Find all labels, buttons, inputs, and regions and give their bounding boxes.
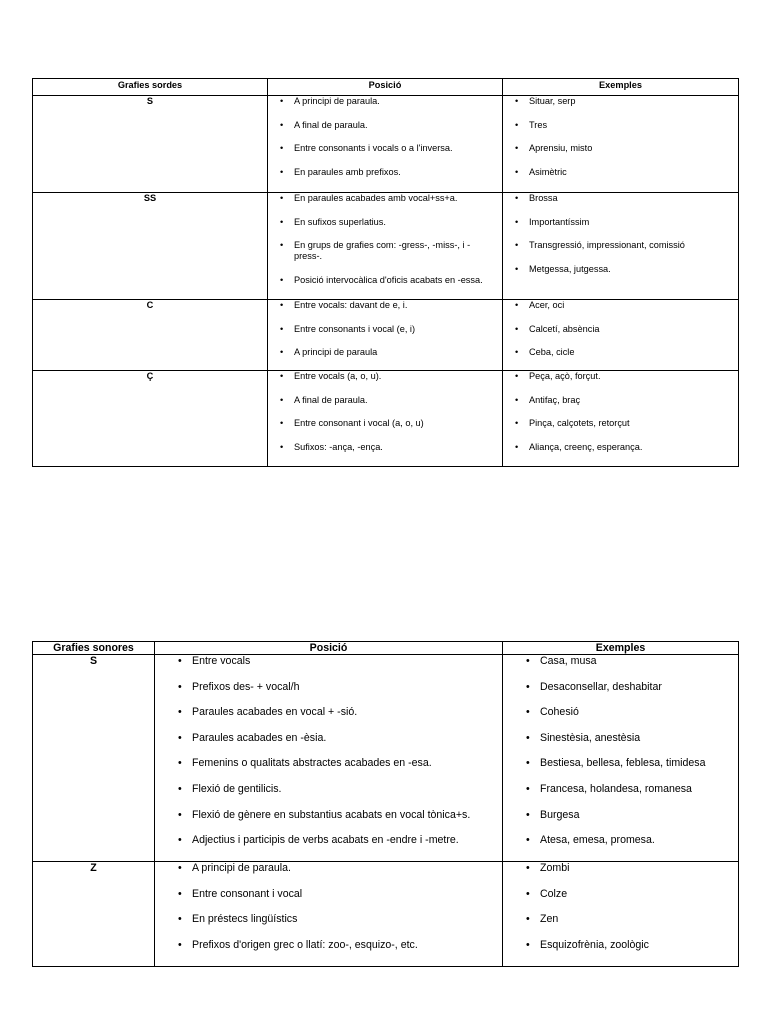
table-row [33, 655, 739, 862]
header-posicio: Posició [268, 79, 503, 96]
list-item-text: Entre vocals [192, 655, 251, 667]
table-header-row [33, 642, 739, 655]
bullet-icon: • [526, 757, 530, 770]
exemples-list [503, 96, 738, 178]
list-item-text: Bestiesa, bellesa, feblesa, timidesa [540, 757, 706, 770]
bullet-icon: • [280, 240, 284, 251]
bullet-icon: • [280, 323, 284, 334]
list-item-text: Acer, oci [529, 300, 565, 310]
bullet-icon: • [526, 782, 530, 795]
exemples-list [503, 862, 738, 952]
list-item [515, 96, 734, 107]
posicio-cell [155, 655, 503, 862]
table-header-row [33, 79, 739, 96]
posicio-list [268, 193, 502, 286]
header-grafies: Grafies sordes [33, 79, 268, 96]
list-item [526, 887, 734, 901]
list-item-text: Entre consonants i vocals o a l'inversa. [294, 143, 453, 154]
bullet-icon: • [178, 680, 182, 693]
list-item [280, 441, 498, 453]
list-item-text: Flexió de gentilicis. [192, 782, 282, 795]
bullet-icon: • [526, 808, 530, 821]
exemples-cell [503, 193, 739, 300]
bullet-icon: • [526, 913, 530, 926]
list-item-text: En paraules acabades amb vocal+ss+a. [294, 193, 458, 203]
bullet-icon: • [280, 394, 284, 405]
bullet-icon: • [280, 274, 284, 285]
bullet-icon: • [280, 166, 284, 177]
list-item-text: Aprensiu, misto [529, 143, 593, 154]
posicio-cell [268, 193, 503, 300]
list-item-text: Entre consonant i vocal (a, o, u) [294, 418, 424, 429]
list-item [526, 655, 734, 668]
list-item-text: Femenins o qualitats abstractes acabades en -esa. [192, 757, 432, 770]
list-item-text: En sufixos superlatius. [294, 216, 386, 227]
exemples-cell [503, 96, 739, 193]
bullet-icon: • [280, 371, 284, 381]
list-item-text: A final de paraula. [294, 119, 368, 130]
bullet-icon: • [178, 808, 182, 821]
list-item-text: Cohesió [540, 706, 579, 719]
table-row [33, 193, 739, 300]
bullet-icon: • [280, 193, 284, 203]
list-item [178, 731, 498, 745]
list-item-text: Paraules acabades en vocal + -sió. [192, 706, 358, 719]
list-item-text: Entre vocals: davant de e, i. [294, 300, 408, 310]
posicio-list [268, 96, 502, 178]
list-item [178, 887, 498, 901]
list-item [526, 938, 734, 952]
bullet-icon: • [515, 263, 519, 274]
bullet-icon: • [280, 143, 284, 154]
bullet-icon: • [178, 913, 182, 926]
bullet-icon: • [178, 862, 182, 874]
list-item-text: A principi de paraula. [294, 96, 380, 106]
bullet-icon: • [178, 757, 182, 770]
list-item-text: Entre consonant i vocal [192, 887, 303, 900]
posicio-cell [155, 862, 503, 967]
list-item [515, 371, 734, 382]
bullet-icon: • [515, 323, 519, 334]
list-item-text: Metgessa, jutgessa. [529, 263, 611, 274]
list-item [280, 394, 498, 406]
bullet-icon: • [515, 119, 519, 130]
bullet-icon: • [515, 418, 519, 429]
list-item [515, 323, 734, 335]
exemples-list [503, 655, 738, 847]
bullet-icon: • [515, 347, 519, 358]
bullet-icon: • [515, 240, 519, 251]
exemples-cell [503, 862, 739, 967]
bullet-icon: • [178, 782, 182, 795]
bullet-icon: • [515, 441, 519, 452]
list-item [280, 323, 498, 335]
list-item-text: Sufixos: -ança, -ença. [294, 441, 383, 452]
table-row [33, 300, 739, 371]
list-item [526, 834, 734, 847]
list-item [515, 394, 734, 406]
exemples-list [503, 193, 738, 275]
posicio-list [155, 862, 502, 952]
grafia-label: S [33, 655, 155, 862]
bullet-icon: • [526, 862, 530, 874]
bullet-icon: • [280, 119, 284, 130]
list-item-text: Asimètric [529, 166, 567, 177]
posicio-list [268, 300, 502, 358]
list-item [280, 300, 498, 311]
grafia-label: C [33, 300, 268, 371]
list-item-text: Brossa [529, 193, 558, 203]
list-item [178, 706, 498, 719]
list-item [515, 263, 734, 275]
list-item [178, 782, 498, 796]
exemples-list [503, 371, 738, 453]
list-item-text: Antifaç, braç [529, 394, 581, 405]
list-item-text: Colze [540, 887, 568, 900]
grafia-label: S [33, 96, 268, 193]
bullet-icon: • [178, 731, 182, 744]
list-item-text: Situar, serp [529, 96, 576, 106]
list-item-text: Ceba, cicle [529, 347, 575, 358]
bullet-icon: • [515, 371, 519, 381]
table-row [33, 96, 739, 193]
exemples-cell [503, 371, 739, 467]
bullet-icon: • [526, 706, 530, 719]
bullet-icon: • [178, 655, 182, 667]
list-item [526, 782, 734, 796]
list-item [515, 143, 734, 154]
list-item-text: Zombi [540, 862, 570, 874]
list-item [280, 119, 498, 131]
bullet-icon: • [280, 441, 284, 452]
list-item-text: A final de paraula. [294, 394, 368, 405]
table-row [33, 862, 739, 967]
bullet-icon: • [280, 418, 284, 429]
list-item-text: Transgressió, impressionant, comissió [529, 240, 685, 251]
list-item-text: Burgesa [540, 808, 580, 821]
list-item [178, 862, 498, 875]
list-item [280, 193, 498, 204]
grafies-sordes-table [32, 78, 739, 467]
bullet-icon: • [515, 216, 519, 227]
bullet-icon: • [515, 143, 519, 154]
grafia-label: Ç [33, 371, 268, 467]
list-item-text: Flexió de gènere en substantius acabats en vocal tònica+s. [192, 808, 471, 821]
table-row [33, 371, 739, 467]
list-item [178, 655, 498, 668]
list-item-text: Entre vocals (a, o, u). [294, 371, 382, 381]
list-item [280, 143, 498, 154]
bullet-icon: • [178, 887, 182, 900]
bullet-icon: • [280, 216, 284, 227]
grafies-sonores-table [32, 641, 739, 967]
list-item-text: Aliança, creenç, esperança. [529, 441, 643, 452]
bullet-icon: • [526, 731, 530, 744]
bullet-icon: • [178, 938, 182, 951]
bullet-icon: • [526, 680, 530, 693]
header-exemples: Exemples [503, 79, 739, 96]
bullet-icon: • [178, 706, 182, 719]
list-item-text: Esquizofrènia, zoològic [540, 938, 649, 951]
list-item [280, 418, 498, 429]
list-item [178, 938, 498, 952]
list-item [178, 808, 498, 822]
list-item [280, 347, 498, 358]
bullet-icon: • [526, 938, 530, 951]
bullet-icon: • [178, 834, 182, 847]
list-item-text: Sinestèsia, anestèsia [540, 731, 641, 744]
list-item [515, 166, 734, 178]
list-item [178, 680, 498, 694]
list-item-text: En paraules amb prefixos. [294, 166, 401, 177]
list-item [515, 193, 734, 204]
posicio-cell [268, 300, 503, 371]
list-item [515, 119, 734, 131]
bullet-icon: • [526, 887, 530, 900]
posicio-list [155, 655, 502, 847]
exemples-cell [503, 300, 739, 371]
posicio-list [268, 371, 502, 453]
list-item [280, 371, 498, 382]
list-item-text: A principi de paraula [294, 347, 378, 358]
grafia-label: Z [33, 862, 155, 967]
header-exemples: Exemples [503, 642, 739, 655]
list-item-text: Desaconsellar, deshabitar [540, 680, 662, 693]
list-item [526, 757, 734, 770]
bullet-icon: • [280, 96, 284, 106]
bullet-icon: • [280, 347, 284, 358]
list-item [280, 274, 498, 286]
header-posicio: Posició [155, 642, 503, 655]
list-item [515, 300, 734, 311]
list-item [526, 706, 734, 719]
list-item [515, 441, 734, 453]
bullet-icon: • [515, 193, 519, 203]
list-item-text: Atesa, emesa, promesa. [540, 834, 655, 847]
list-item-text: Peça, açò, forçut. [529, 371, 601, 381]
list-item [178, 913, 498, 926]
exemples-list [503, 300, 738, 358]
posicio-cell [268, 371, 503, 467]
list-item [280, 240, 498, 262]
bullet-icon: • [280, 300, 284, 310]
list-item-text: Prefixos des- + vocal/h [192, 680, 300, 693]
posicio-cell [268, 96, 503, 193]
list-item-text: Entre consonants i vocal (e, i) [294, 323, 416, 334]
list-item-text: Francesa, holandesa, romanesa [540, 782, 692, 795]
list-item-text: Prefixos d'origen grec o llatí: zoo-, esquizo-, etc. [192, 938, 418, 951]
bullet-icon: • [515, 300, 519, 310]
bullet-icon: • [526, 834, 530, 847]
list-item [515, 418, 734, 429]
bullet-icon: • [515, 394, 519, 405]
list-item [280, 216, 498, 228]
list-item-text: Pinça, calçotets, retorçut [529, 418, 630, 429]
list-item [526, 913, 734, 926]
list-item-text: En préstecs lingüístics [192, 913, 298, 926]
list-item-text: Zen [540, 913, 559, 926]
exemples-cell [503, 655, 739, 862]
list-item-text: Posició intervocàlica d'oficis acabats en -essa. [294, 274, 483, 285]
list-item [178, 757, 498, 770]
bullet-icon: • [526, 655, 530, 667]
list-item-text: Adjectius i participis de verbs acabats en -endre i -metre. [192, 834, 459, 847]
bullet-icon: • [515, 166, 519, 177]
list-item-text: A principi de paraula. [192, 862, 291, 874]
list-item [526, 731, 734, 745]
list-item-text: Paraules acabades en -èsia. [192, 731, 327, 744]
list-item [526, 862, 734, 875]
list-item [526, 808, 734, 822]
list-item [515, 240, 734, 251]
list-item-text: En grups de grafies com: -gress-, -miss-, i -press-. [294, 240, 471, 262]
grafia-label: SS [33, 193, 268, 300]
list-item-text: Importantíssim [529, 216, 590, 227]
header-grafies: Grafies sonores [33, 642, 155, 655]
list-item-text: Calcetí, absència [529, 323, 600, 334]
list-item [280, 166, 498, 178]
bullet-icon: • [515, 96, 519, 106]
list-item [515, 347, 734, 358]
list-item [515, 216, 734, 228]
list-item [526, 680, 734, 694]
list-item-text: Casa, musa [540, 655, 597, 667]
list-item [178, 834, 498, 847]
list-item-text: Tres [529, 119, 548, 130]
list-item [280, 96, 498, 107]
